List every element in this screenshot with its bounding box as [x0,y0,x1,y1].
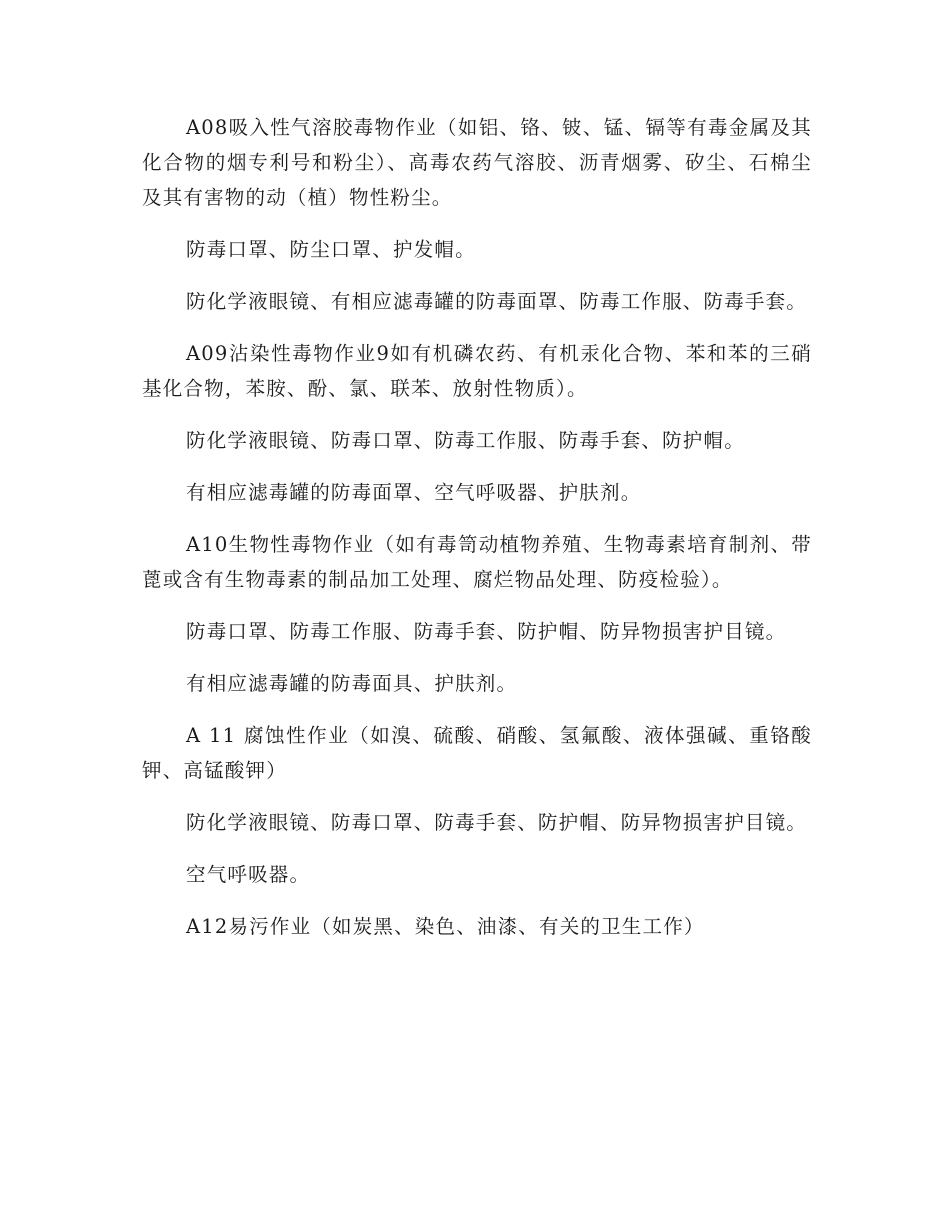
paragraph-a11: A 11 腐蚀性作业（如溴、硫酸、硝酸、氢氟酸、液体强碱、重铬酸钾、高锰酸钾） [142,724,812,782]
paragraph-a09-equipment-1: 防化学液眼镜、防毒口罩、防毒工作服、防毒手套、防护帽。 [186,429,745,452]
paragraph-a11-equipment-2: 空气呼吸器。 [186,863,311,886]
paragraph-a11-equipment-1: 防化学液眼镜、防毒口罩、防毒手套、防护帽、防异物损害护目镜。 [186,811,808,834]
paragraph-a12: A12易污作业（如炭黑、染色、油漆、有关的卫生工作） [186,915,705,938]
document-body [142,110,812,944]
paragraph-a08: A08吸入性气溶胶毒物作业（如铝、铬、铍、锰、镉等有毒金属及其化合物的烟专利号和粉尘）、高毒农药气溶胶、沥青烟雾、矽尘、石棉尘及其有害物的动（植）物性粉尘。 [142,116,812,209]
paragraph-a09: A09沾染性毒物作业9如有机磷农药、有机汞化合物、苯和苯的三硝基化合物，苯胺、酚、氯、联苯、放射性物质）。 [142,342,812,400]
paragraph-a08-equipment-1: 防毒口罩、防尘口罩、护发帽。 [186,238,476,261]
paragraph-a08-equipment-2: 防化学液眼镜、有相应滤毒罐的防毒面罩、防毒工作服、防毒手套。 [186,290,808,313]
paragraph-a09-equipment-2: 有相应滤毒罐的防毒面罩、空气呼吸器、护肤剂。 [186,481,642,504]
paragraph-a10-equipment-2: 有相应滤毒罐的防毒面具、护肤剂。 [186,672,518,695]
paragraph-a10: A10生物性毒物作业（如有毒笥动植物养殖、生物毒素培育制剂、带蓖或含有生物毒素的制品加工处理、腐烂物品处理、防疫检验）。 [142,533,812,591]
paragraph-a10-equipment-1: 防毒口罩、防毒工作服、防毒手套、防护帽、防异物损害护目镜。 [186,620,787,643]
